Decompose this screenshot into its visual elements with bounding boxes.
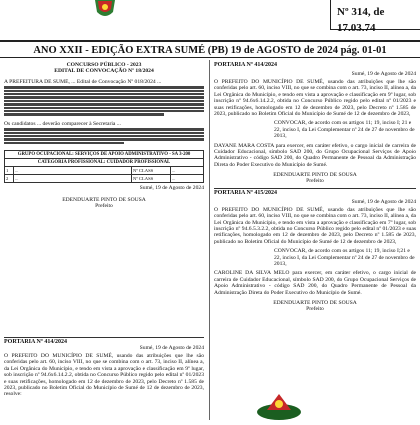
registry-number: Nº 314, de 17.03.74 (330, 0, 420, 30)
portaria-label: PORTARIA Nº 414/2024 (214, 62, 277, 68)
appointee-text: CAROLINE DA SILVA MELO para exercer, em caráter efetivo, o cargo inicial de carreira de Cuidador Educacional, símbolo SAD 200, do Grupo Ocupacional Serviços de Apoio Administrativo - código SAD 200, do Quadro Permanente de Pessoal da Administração Direta do Poder Executivo do Município de Sumé. (214, 270, 416, 296)
signature-role: Prefeito (306, 306, 324, 313)
separator (214, 188, 416, 189)
column-divider (209, 60, 210, 420)
portaria-label: PORTARIA Nº 414/2024 (4, 339, 67, 345)
signature-role: Prefeito (95, 203, 113, 210)
portaria-text: O PREFEITO DO MUNICÍPIO DE SUMÉ, usando das atribuições que lhe são conferidas pelo art. 60, inciso VIII, no que se combina com o art. 73, inciso II, alínea a, da Lei Orgânica do Município, e tendo em vista a aprovação e classificação em 9º lugar, sob inscrição nº 94.6x6.14.2.2, obtida no Concurso Público regido pelo edital nº 01/2023 e suas retificações, homologado em 12 de dezembro de 2023, pelo Decreto nº 1.585 de 2023, publicado no Boletim Oficial do Município de Sumé de 12 de dezembro de 2023, resolve: (4, 353, 204, 398)
left-column (4, 62, 204, 210)
portaria-date: Sumé, 19 de Agosto de 2024 (139, 345, 204, 351)
signature-block (214, 300, 416, 312)
portaria-414-left (4, 336, 204, 398)
signature-name: EDENDUARTE PINTO DE SOUSA (62, 197, 146, 204)
table-row: 2 ... Nº CLASS ... (5, 174, 203, 182)
notice-subtitle: EDITAL DE CONVOCAÇÃO Nº 18/2024 (54, 68, 154, 75)
convocar-text: CONVOCAR, de acordo com os artigos 11; 19, inciso I;21 e 22, inciso I, da Lei Complementar nº 24 de 27 de novembro de 2013, (274, 248, 415, 267)
signature-name: EDENDUARTE PINTO DE SOUSA (273, 299, 357, 306)
table-row: 1 ... Nº CLASS ... (5, 166, 203, 174)
signature-block (214, 172, 416, 184)
signature-role: Prefeito (306, 178, 324, 185)
municipal-logo-icon (255, 392, 303, 420)
city-date: Sumé, 19 de Agosto de 2024 (139, 185, 204, 192)
convocation-table: GRUPO OCUPACIONAL: SERVIÇOS DE APOIO ADMINISTRATIVO - SA 3-200 CATEGORIA PROFISSIONAL: CUIDADOR PROFISSIONAL 1 ... Nº CLASS ... 2 ... Nº CLASS ... (4, 150, 204, 183)
signature-block (4, 197, 204, 209)
right-column (214, 62, 416, 312)
portaria-date: Sumé, 19 de Agosto de 2024 (351, 198, 416, 205)
portaria-text: O PREFEITO DO MUNICÍPIO DE SUMÉ, usando das atribuições que lhe são conferidas pelo art. 60, inciso VIII, no que se combina com o art. 73, inciso II, alínea a, da Lei Orgânica do Município, e tendo em vista a aprovação e classificação em 7º lugar, sob inscrição nº 94.6.5.3.2.2, obtida no Concurso Público regido pelo edital nº 01/2023 e suas retificações, homologado em 12 de dezembro de 2023, pelo Decreto nº 1.585 de 2023, publicado no Boletim Oficial do Município de Sumé de 12 de dezembro de 2023, (214, 206, 416, 245)
portaria-text: O PREFEITO DO MUNICÍPIO DE SUMÉ, usando das atribuições que lhe são conferidas pelo art. 60, inciso VIII, no que se combina com o art. 73, inciso II, alínea a, da Lei Orgânica do Município, e tendo em vista a aprovação e classificação em 9º lugar, sob inscrição nº 94.6x6.14.2.2, obtida no Concurso Público regido pelo edital nº 01/2023 e suas retificações, homologado em 12 de dezembro de 2023, pelo Decreto nº 1.585 de 2023, publicado no Boletim Oficial do Município de Sumé de 12 de dezembro de 2023, (214, 79, 416, 118)
portaria-date: Sumé, 19 de Agosto de 2024 (351, 71, 416, 77)
notice-body-1: A PREFEITURA DE SUMÉ, ... Edital de Convocação Nº 018/2024 ... (4, 79, 204, 116)
convocar-text: CONVOCAR, de acordo com os artigos 11; 19, inciso I; 21 e 22, inciso I, da Lei Complementar nº 24 de 27 de novembro de 2013, (274, 120, 415, 140)
municipal-crest-icon (92, 0, 118, 20)
edition-banner: ANO XXII - EDIÇÃO EXTRA SUMÉ (PB) 19 de AGOSTO de 2024 pág. 01-01 (0, 40, 420, 58)
portaria-label: PORTARIA Nº 415/2024 (214, 189, 277, 196)
notice-body-2: Os candidatos ... deverão comparecer à Secretaria ... (4, 121, 204, 144)
appointee-text: DAYANE MARA COSTA para exercer, em caráter efetivo, o cargo inicial de carreira de Cuidador Educacional, símbolo SAD 200, do Grupo Ocupacional Serviços de Apoio Administrativo - código SAD 200, do Quadro Permanente de Pessoal da Administração Direta do Poder Executivo do Município de Sumé. (214, 142, 416, 168)
notice-title: CONCURSO PÚBLICO - 2023 (66, 62, 142, 68)
signature-name: EDENDUARTE PINTO DE SOUSA (273, 172, 357, 179)
